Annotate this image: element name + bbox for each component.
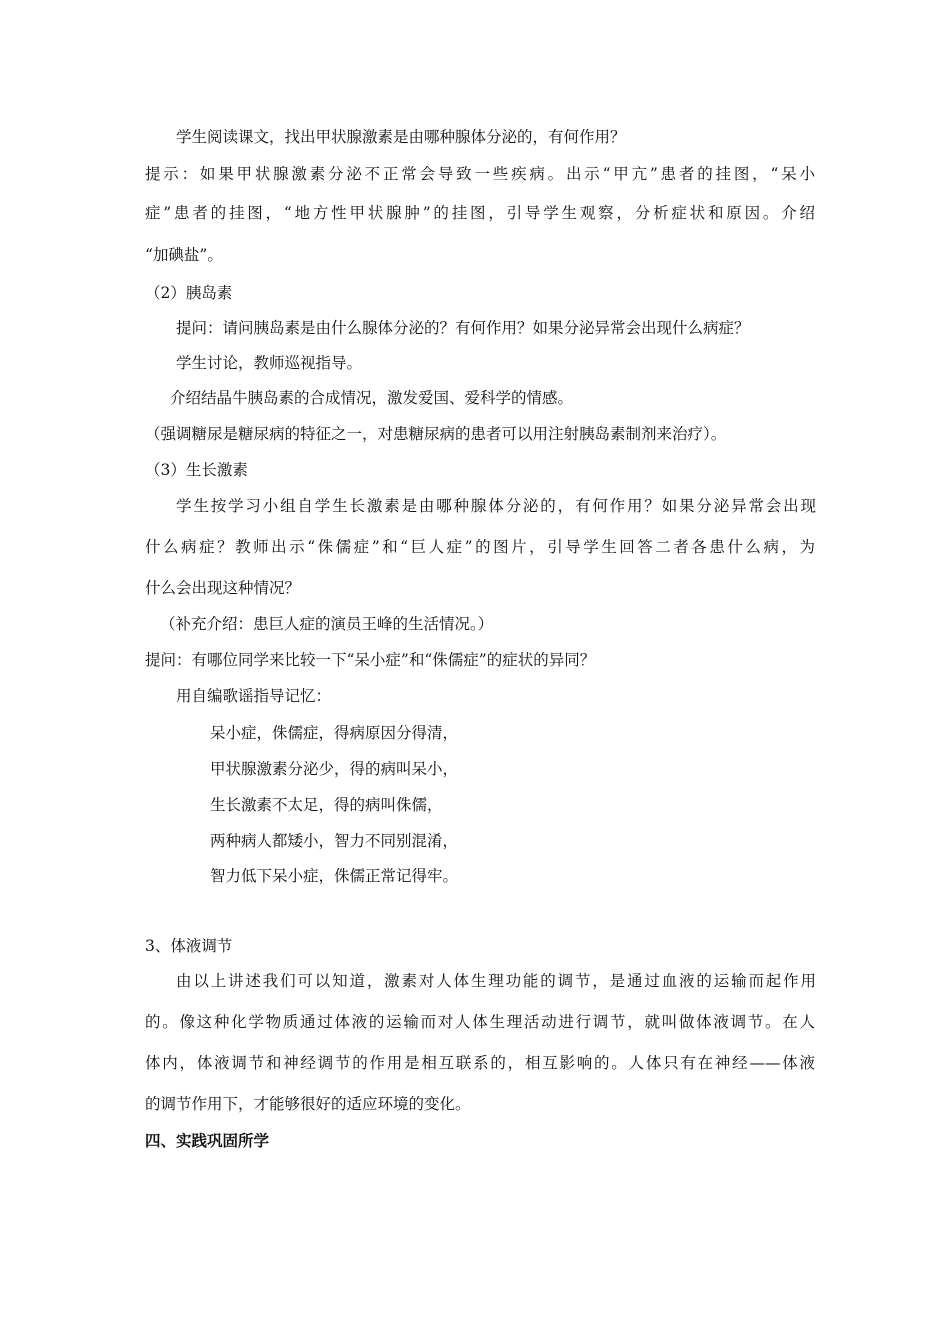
poem-line: 智力低下呆小症，侏儒正常记得牢。	[210, 867, 459, 885]
paragraph-line: “加碘盐”。	[145, 246, 223, 264]
section-heading: 3、体液调节	[145, 937, 233, 955]
paragraph-line: 提问：请问胰岛素是由什么腺体分泌的？有何作用？如果分泌异常会出现什么病症？	[176, 319, 750, 337]
paragraph-line: 的调节作用下，才能够很好的适应环境的变化。	[145, 1095, 471, 1113]
poem-line: 生长激素不太足，得的病叫侏儒，	[210, 796, 443, 814]
paragraph-line: 体内，体液调节和神经调节的作用是相互联系的，相互影响的。人体只有在神经——体液	[145, 1054, 815, 1072]
paragraph-line: 提示：如果甲状腺激素分泌不正常会导致一些疾病。出示“甲亢”患者的挂图，“呆小	[145, 165, 815, 183]
paragraph-line: 用自编歌谣指导记忆：	[176, 687, 332, 705]
paragraph-line: 介绍结晶牛胰岛素的合成情况，激发爱国、爱科学的情感。	[170, 389, 574, 407]
paragraph-line: 什么会出现这种情况？	[145, 579, 301, 597]
poem-line: 甲状腺激素分泌少，得的病叫呆小，	[210, 760, 459, 778]
paragraph-line: 提问：有哪位同学来比较一下“呆小症”和“侏儒症”的症状的异同？	[145, 651, 596, 669]
poem-line: 两种病人都矮小，智力不同别混淆，	[210, 832, 459, 850]
section-heading: （2）胰岛素	[145, 284, 233, 302]
paragraph-line: 由以上讲述我们可以知道，激素对人体生理功能的调节，是通过血液的运输而起作用	[176, 972, 816, 990]
paragraph-line: 什么病症？教师出示“侏儒症”和“巨人症”的图片，引导学生回答二者各患什么病，为	[145, 538, 815, 556]
paragraph-line: （强调糖尿是糖尿病的特征之一，对患糖尿病的患者可以用注射胰岛素制剂来治疗）。	[145, 425, 727, 443]
paragraph-line: （补充介绍：患巨人症的演员王峰的生活情况。）	[160, 615, 494, 633]
poem-line: 呆小症，侏儒症，得病原因分得清，	[210, 724, 459, 742]
section-heading-bold: 四、实践巩固所学	[145, 1131, 270, 1150]
paragraph-line: 学生讨论，教师巡视指导。	[176, 354, 363, 372]
paragraph-line: 症”患者的挂图，“地方性甲状腺肿”的挂图，引导学生观察，分析症状和原因。介绍	[145, 204, 815, 222]
paragraph-line: 学生按学习小组自学生长激素是由哪种腺体分泌的，有何作用？如果分泌异常会出现	[176, 497, 816, 515]
paragraph-line: 的。像这种化学物质通过体液的运输而对人体生理活动进行调节，就叫做体液调节。在人	[145, 1013, 815, 1031]
paragraph-line: 学生阅读课文，找出甲状腺激素是由哪种腺体分泌的，有何作用？	[176, 128, 626, 146]
section-heading: （3）生长激素	[145, 461, 248, 479]
